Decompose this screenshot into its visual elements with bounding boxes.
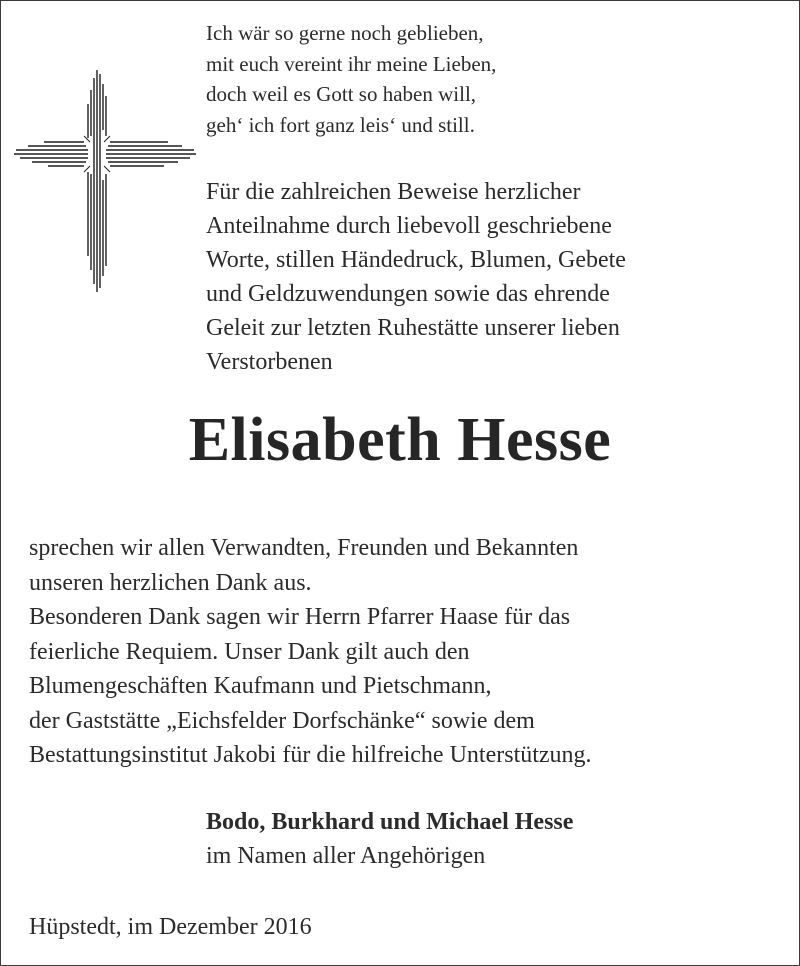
poem-verse [206, 18, 766, 140]
thanks-line: Für die zahlreichen Beweise herzlicher [206, 179, 581, 205]
body-line: Besonderen Dank sagen wir Herrn Pfarrer Haase für das [29, 604, 571, 630]
deceased-name: Elisabeth Hesse [188, 406, 612, 474]
poem-line: doch weil es Gott so haben will, [206, 82, 477, 106]
place-date: Hüpstedt, im Dezember 2016 [29, 914, 312, 940]
poem-line: Ich wär so gerne noch geblieben, [206, 21, 484, 45]
signature-names: Bodo, Burkhard und Michael Hesse [206, 809, 574, 835]
body-line: der Gaststätte „Eichsfelder Dorfschänke“ sowie dem [29, 707, 535, 734]
body-line: Blumengeschäften Kaufmann und Pietschmann, [29, 673, 492, 699]
body-line: unseren herzlichen Dank aus. [29, 569, 312, 596]
thanks-intro [206, 175, 786, 379]
thanks-line: Worte, stillen Händedruck, Blumen, Gebete [206, 247, 626, 273]
body-line: sprechen wir allen Verwandten, Freunden und Bekannten [29, 535, 579, 561]
poem-line: geh‘ ich fort ganz leis‘ und still. [206, 112, 475, 137]
thanks-line: Anteilnahme durch liebevoll geschriebene [206, 213, 612, 239]
signature-note: im Namen aller Angehörigen [206, 843, 486, 869]
cross-icon [14, 70, 196, 292]
signature-block [206, 805, 766, 873]
thanks-line: Verstorbenen [206, 349, 333, 375]
body-line: Bestattungsinstitut Jakobi für die hilfreiche Unterstützung. [29, 742, 592, 768]
thanks-line: Geleit zur letzten Ruhestätte unserer lieben [206, 315, 620, 341]
thanks-body [29, 531, 789, 773]
poem-line: mit euch vereint ihr meine Lieben, [206, 51, 497, 76]
body-line: feierliche Requiem. Unser Dank gilt auch den [29, 638, 470, 665]
thanks-line: und Geldzuwendungen sowie das ehrende [206, 281, 610, 307]
